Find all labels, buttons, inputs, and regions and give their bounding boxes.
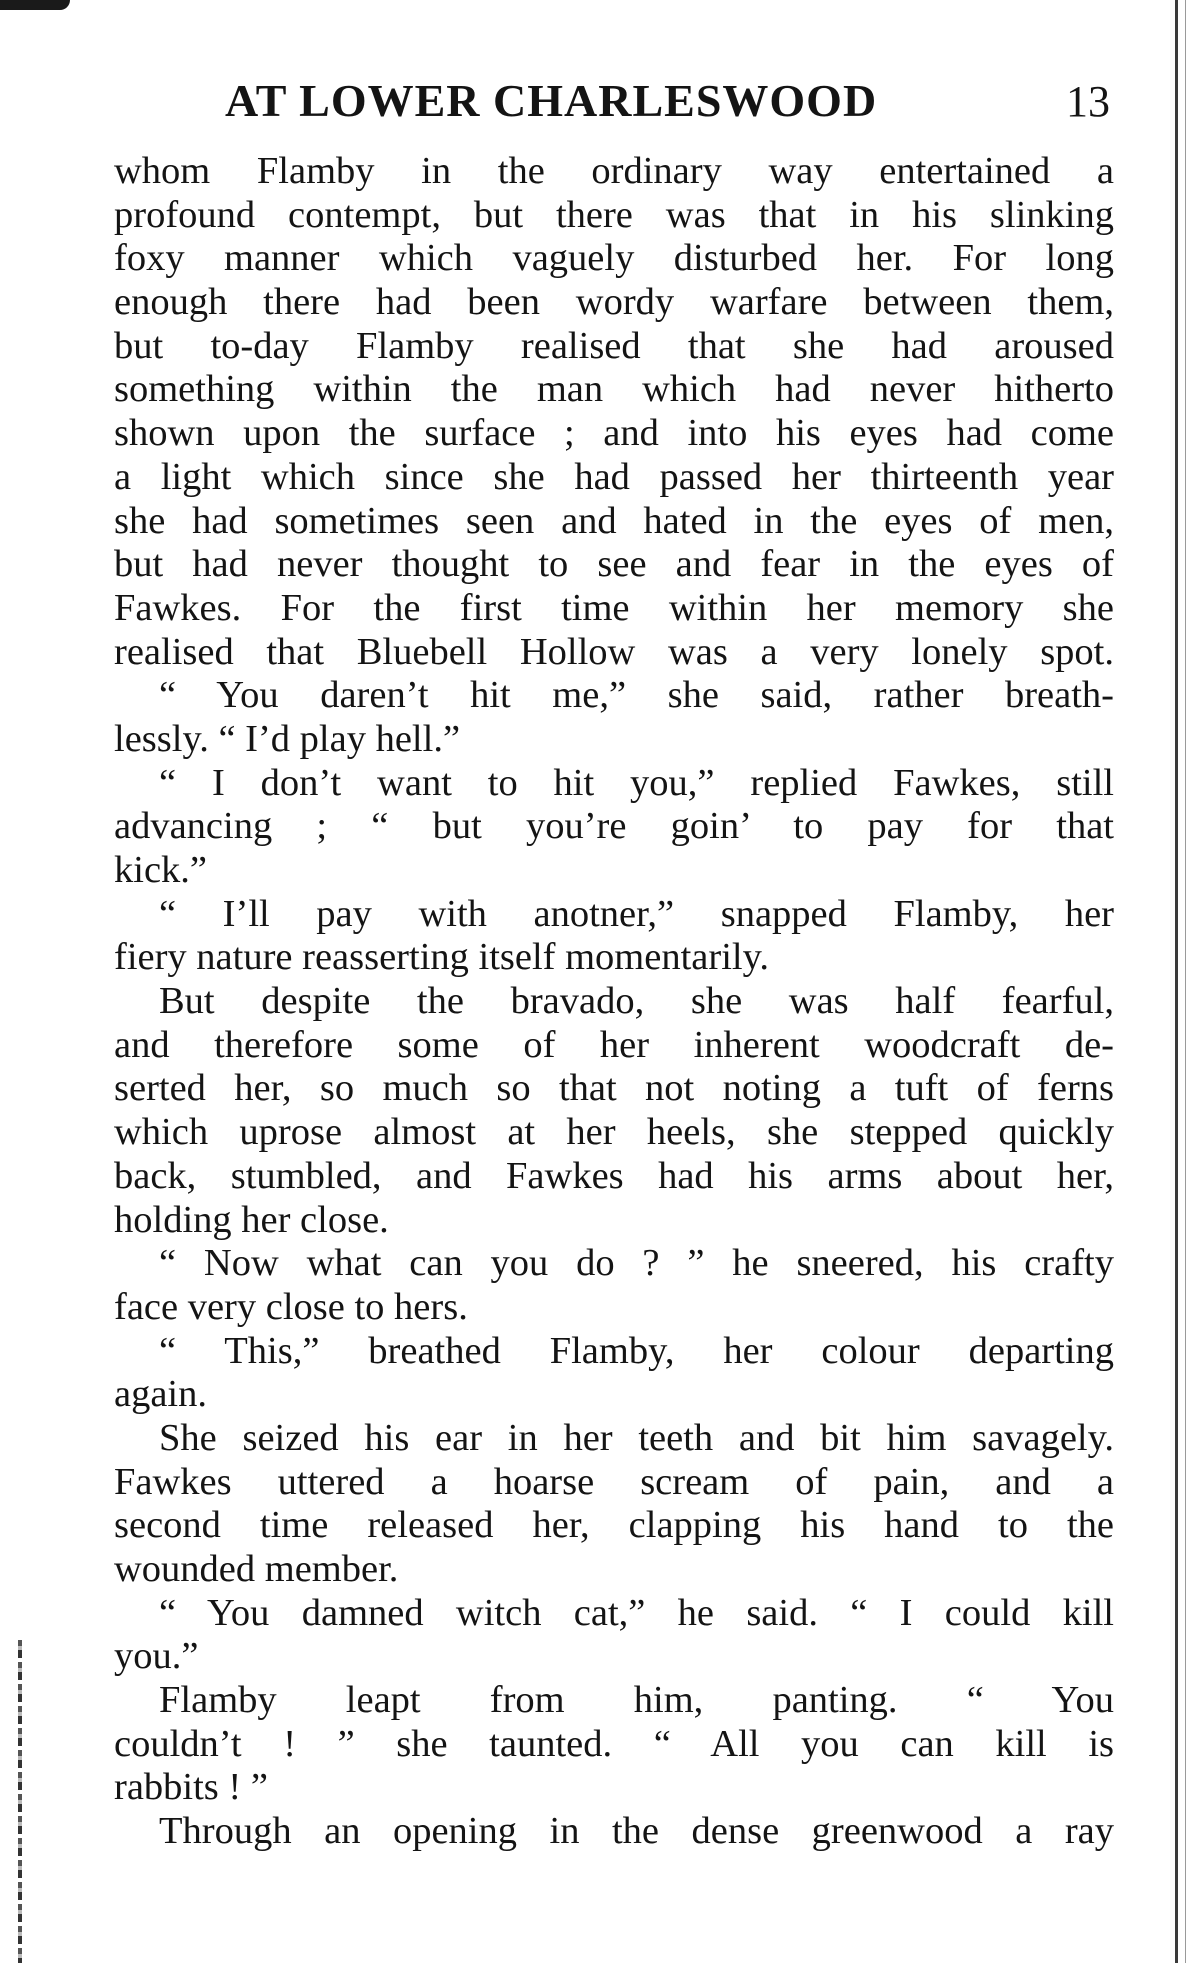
text-line: which uprose almost at her heels, she stepped quickly <box>114 1111 1114 1154</box>
text-line: she had sometimes seen and hated in the eyes of men, <box>114 499 1114 542</box>
text-line: “ Now what can you do ? ” he sneered, his crafty <box>159 1242 1114 1285</box>
text-line: Through an opening in the dense greenwood a ray <box>159 1810 1114 1853</box>
text-line: profound contempt, but there was that in his slinking <box>114 193 1114 236</box>
text-line: “ You daren’t hit me,” she said, rather breath- <box>159 674 1114 717</box>
text-line: wounded member. <box>114 1548 399 1590</box>
text-line: face very close to hers. <box>114 1285 468 1328</box>
text-line: But despite the bravado, she was half fearful, <box>159 980 1114 1023</box>
text-line: but had never thought to see and fear in the eyes of <box>114 543 1114 586</box>
scan-corner-mark <box>0 0 70 10</box>
text-line: whom Flamby in the ordinary way entertained a <box>114 150 1114 192</box>
text-line: but to-day Flamby realised that she had aroused <box>114 324 1114 367</box>
text-line: back, stumbled, and Fawkes had his arms about her, <box>114 1154 1114 1197</box>
page-number: 13 <box>1066 77 1110 126</box>
text-line: shown upon the surface ; and into his eyes had come <box>114 412 1114 455</box>
text-line: you.” <box>114 1635 199 1678</box>
text-line: foxy manner which vaguely disturbed her. For long <box>114 237 1114 280</box>
text-line: realised that Bluebell Hollow was a very lonely spot. <box>114 630 1114 673</box>
page-edge-line <box>1185 0 1186 1963</box>
text-line: a light which since she had passed her thirteenth year <box>114 455 1114 498</box>
text-line: Fawkes uttered a hoarse scream of pain, and a <box>114 1460 1114 1503</box>
text-line: couldn’t ! ” she taunted. “ All you can kill is <box>114 1722 1114 1765</box>
text-line: again. <box>114 1373 207 1416</box>
text-line: She seized his ear in her teeth and bit him savagely. <box>159 1416 1114 1459</box>
text-line: rabbits ! ” <box>114 1766 268 1809</box>
text-line: enough there had been wordy warfare between them, <box>114 281 1114 324</box>
body-text <box>114 150 1114 1854</box>
text-line: kick.” <box>114 849 207 891</box>
running-title: AT LOWER CHARLESWOOD <box>225 75 878 126</box>
text-line: “ This,” breathed Flamby, her colour departing <box>159 1329 1114 1372</box>
text-line: advancing ; “ but you’re goin’ to pay for that <box>114 805 1114 848</box>
text-line: lessly. “ I’d play hell.” <box>114 717 461 760</box>
text-line: Fawkes. For the first time within her memory she <box>114 586 1114 629</box>
text-line: “ I don’t want to hit you,” replied Fawkes, still <box>159 761 1114 804</box>
binding-edge-mark <box>18 1640 22 1963</box>
text-line: holding her close. <box>114 1198 389 1241</box>
text-line: “ I’ll pay with anotner,” snapped Flamby, her <box>159 892 1114 935</box>
text-line: and therefore some of her inherent woodcraft de- <box>114 1023 1114 1066</box>
text-line: “ You damned witch cat,” he said. “ I could kill <box>159 1591 1114 1634</box>
text-line: serted her, so much so that not noting a tuft of ferns <box>114 1067 1114 1110</box>
text-line: Flamby leapt from him, panting. “ You <box>159 1679 1114 1722</box>
running-header <box>225 74 1120 134</box>
text-line: something within the man which had never hitherto <box>114 368 1114 411</box>
text-line: fiery nature reasserting itself momentarily. <box>114 936 769 979</box>
text-line: second time released her, clapping his hand to the <box>114 1504 1114 1547</box>
page-edge-shadow <box>1175 0 1178 1963</box>
